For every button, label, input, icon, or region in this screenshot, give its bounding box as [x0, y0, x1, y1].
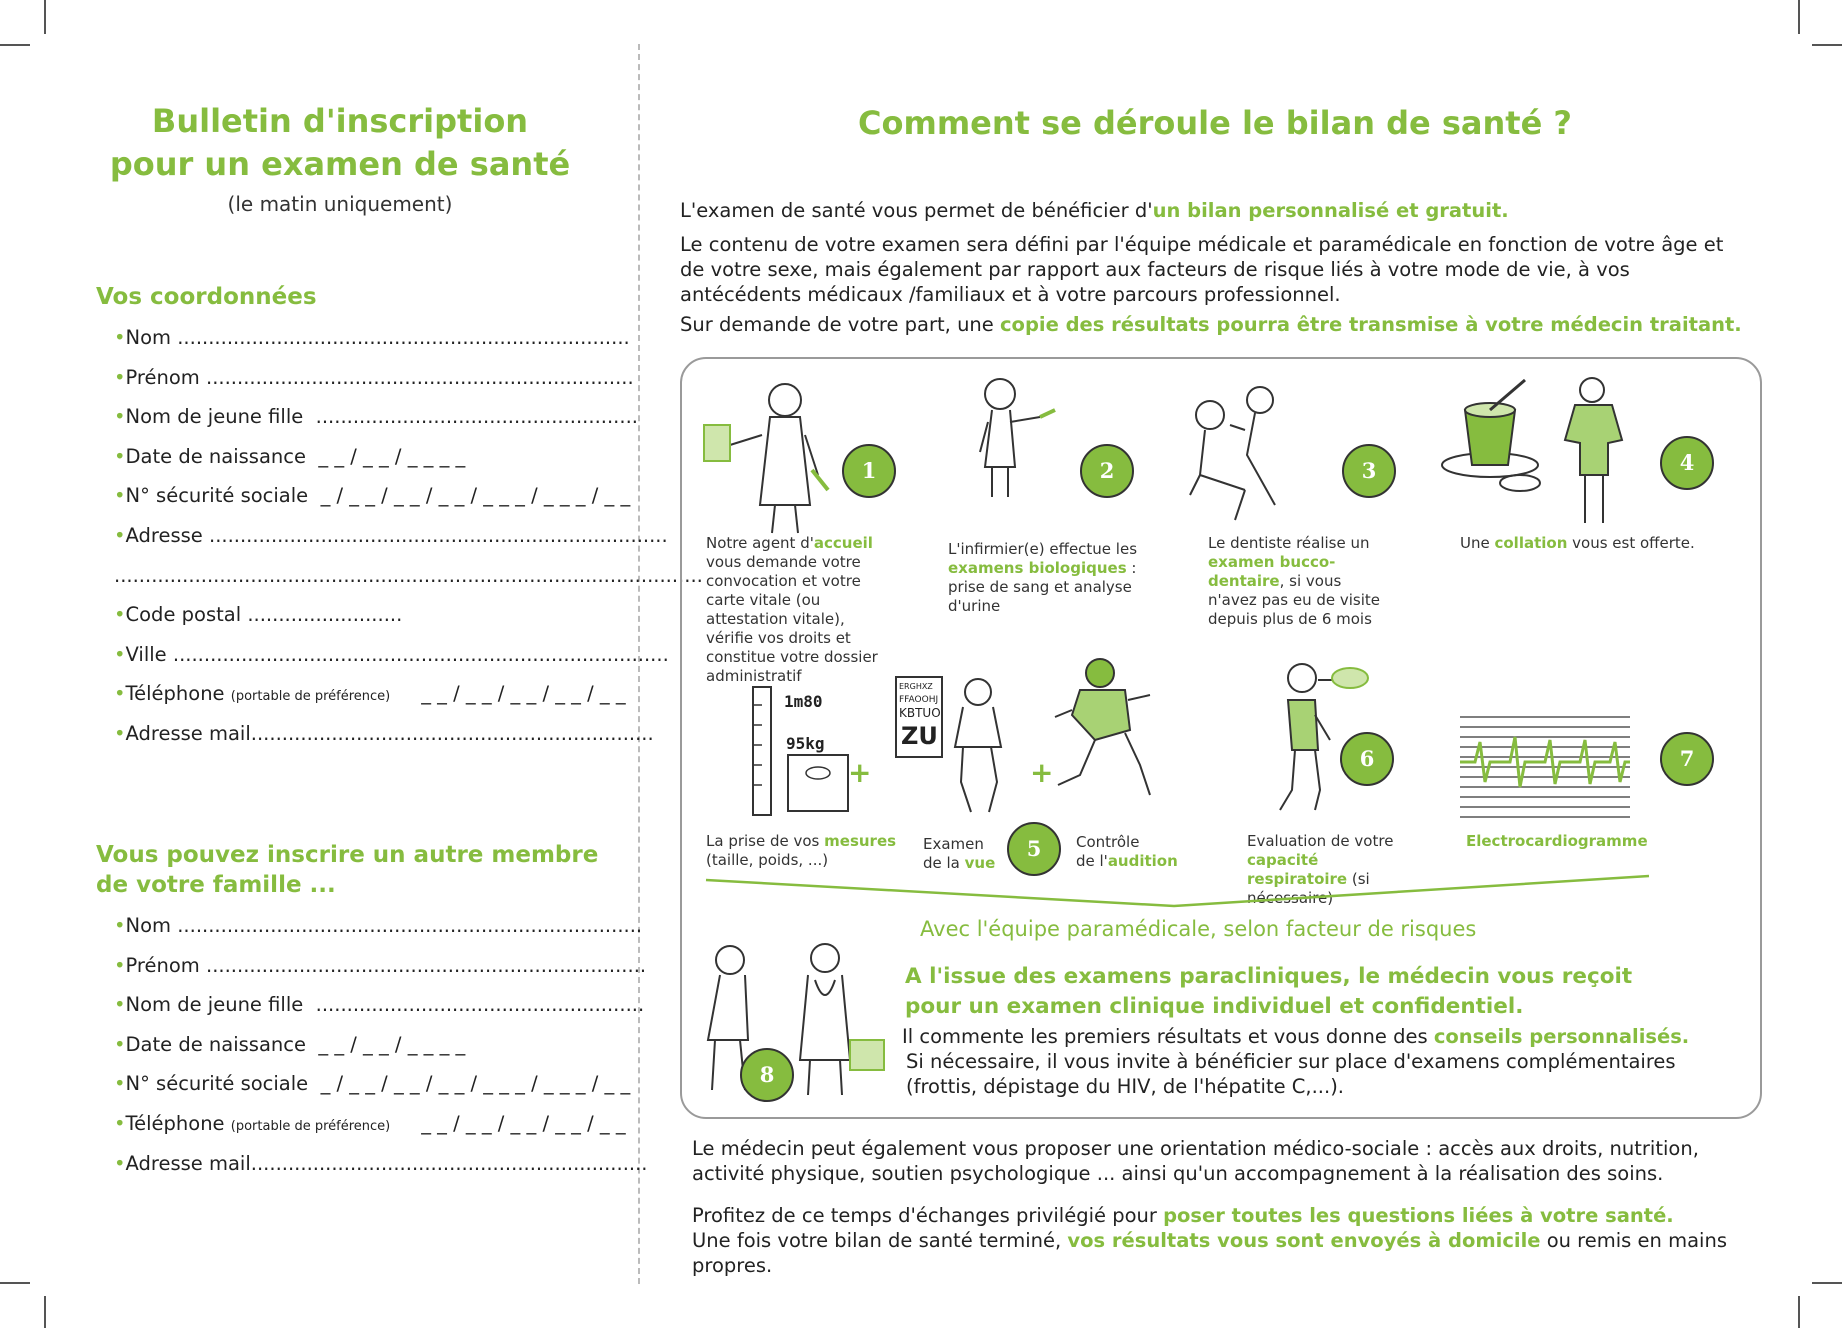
- section-contact-title: Vos coordonnées: [96, 284, 317, 310]
- reception-agent-illustration: [700, 375, 840, 535]
- field-input[interactable]: .........................................................................: [171, 326, 630, 349]
- group-bracket: [704, 872, 1654, 912]
- form-field-row: [114, 1072, 630, 1095]
- eye-chart-row-4: ZU: [901, 722, 938, 750]
- height-weight-illustration: [748, 685, 878, 820]
- outro-paragraph-2: [692, 1203, 1762, 1278]
- field-label: Prénom: [125, 953, 200, 977]
- doctor-text-line1-b: conseils personnalisés.: [1433, 1025, 1690, 1048]
- crop-mark: [1812, 44, 1842, 46]
- outro-paragraph-1: Le médecin peut également vous proposer une orientation médico-sociale : accès aux droits, nutrition, activité physique, soutien psychologique ... ainsi qu'un accompagnement à la réalisation des soins.: [692, 1137, 1699, 1185]
- doctor-text-line1: [902, 1024, 1742, 1049]
- vision-caption-bold: vue: [964, 854, 996, 872]
- field-label: Prénom: [125, 365, 200, 389]
- outro3-tail: ou remis en mains propres.: [692, 1229, 1727, 1277]
- step-badge-4: 4: [1660, 436, 1714, 490]
- vision-caption-pre: Examen: [923, 835, 984, 853]
- step4-caption-post: vous est offerte.: [1567, 534, 1695, 552]
- bullet-dot: •: [114, 1112, 126, 1135]
- crop-mark: [0, 1282, 30, 1284]
- hearing-test-illustration: [1050, 655, 1160, 805]
- section-family-title: [96, 840, 598, 900]
- step3-caption-bold: examen bucco-dentaire: [1208, 553, 1336, 590]
- intro1-text: L'examen de santé vous permet de bénéficier d': [680, 199, 1153, 222]
- intro-paragraph-1: [680, 198, 1760, 223]
- measure-caption-pre: La prise de vos: [706, 832, 825, 850]
- eye-chart-row-1: ERGHXZ: [899, 682, 933, 691]
- field-label: Code postal: [125, 603, 242, 627]
- intro-paragraph-3: [680, 312, 1760, 337]
- bullet-dot: •: [114, 484, 126, 508]
- field-label: Nom de jeune fille: [125, 405, 304, 429]
- doctor-consultation-heading: [905, 962, 1632, 1022]
- height-label: 1m80: [784, 692, 823, 711]
- step6-caption-bold: capacité respiratoire: [1247, 851, 1348, 888]
- form-field-row: [114, 1152, 647, 1175]
- section-family-title-line1: Vous pouvez inscrire un autre membre: [96, 842, 599, 868]
- field-input[interactable]: .........................: [241, 603, 403, 627]
- bullet-dot: •: [114, 953, 126, 977]
- form-field-row: [114, 1112, 626, 1135]
- field-label: Nom: [125, 326, 172, 349]
- hearing-caption-pre: Contrôle: [1076, 833, 1140, 851]
- step2-caption-pre: L'infirmier(e) effectue les: [948, 540, 1138, 558]
- form-field-row: [114, 405, 638, 428]
- field-input[interactable]: ................................................................: [250, 1151, 648, 1175]
- form-field-row: [114, 445, 465, 468]
- bullet-dot: •: [114, 1072, 126, 1096]
- field-input[interactable]: .......................................................................: [199, 953, 647, 977]
- bullet-dot: •: [114, 405, 126, 429]
- doctor-text-line1-a: Il commente les premiers résultats et vous donne des: [902, 1025, 1434, 1048]
- plus-sign: +: [848, 756, 872, 789]
- field-input[interactable]: ...........................................................................: [171, 914, 643, 937]
- field-label: Adresse: [125, 524, 203, 547]
- field-hint: (portable de préférence): [230, 1119, 391, 1134]
- doctor-text-line2: Si nécessaire, il vous invite à bénéficier sur place d'examens complémentaires (frottis, dépistage du HIV, de l'hépatite C,...).: [906, 1050, 1676, 1098]
- step4-caption: [1460, 534, 1700, 553]
- field-label: Téléphone: [125, 682, 225, 706]
- step6-caption-pre: Evaluation de votre: [1247, 832, 1394, 850]
- step1-caption-pre: Notre agent d': [706, 534, 814, 552]
- doctor-heading-line2: pour un examen clinique individuel et confidentiel.: [905, 994, 1524, 1019]
- crop-mark: [0, 44, 30, 46]
- field-label: Nom de jeune fille: [125, 993, 304, 1017]
- step1-caption: [706, 534, 886, 686]
- step2-caption: [948, 540, 1138, 616]
- field-input[interactable]: ...............................................................................................: [114, 563, 703, 587]
- doctor-consultation-text: [902, 1024, 1742, 1099]
- hearing-caption-bold: audition: [1107, 852, 1178, 870]
- field-input[interactable]: _ _ / _ _ / _ _ / _ _ / _ _: [390, 1112, 626, 1135]
- bullet-dot: •: [114, 993, 126, 1017]
- intro1-highlight: un bilan personnalisé et gratuit.: [1152, 199, 1509, 222]
- intro3-highlight: copie des résultats pourra être transmise à votre médecin traitant.: [999, 313, 1742, 336]
- hearing-caption: [1076, 833, 1196, 871]
- step3-caption: [1208, 534, 1383, 629]
- form-field-row: [114, 682, 626, 705]
- measure-caption-bold: mesures: [824, 832, 897, 850]
- form-field-row: [114, 1033, 465, 1056]
- bullet-dot: •: [114, 603, 126, 627]
- field-input[interactable]: _ _ / _ _ / _ _ _ _: [305, 444, 466, 468]
- field-input[interactable]: ..........................................................................: [202, 524, 668, 547]
- bullet-dot: •: [114, 444, 126, 468]
- field-label: Téléphone: [125, 1112, 225, 1135]
- bullet-dot: •: [114, 914, 126, 937]
- step3-caption-post: , si vous n'avez pas eu de visite depuis plus de 6 mois: [1208, 572, 1381, 628]
- section-family-title-line2: de votre famille ...: [96, 872, 336, 898]
- form-title: [60, 100, 620, 186]
- field-input[interactable]: .................................................................: [250, 722, 654, 745]
- field-input[interactable]: _ / _ _ / _ _ / _ _ / _ _ _ / _ _ _ / _ _: [308, 484, 631, 508]
- outro3-highlight: vos résultats vous sont envoyés à domicile: [1067, 1229, 1541, 1252]
- field-label: N° sécurité sociale: [125, 484, 309, 508]
- form-field-row: [114, 643, 669, 666]
- crop-mark: [1812, 1282, 1842, 1284]
- form-field-row: [114, 914, 642, 937]
- measure-caption: [706, 832, 906, 870]
- step4-caption-pre: Une: [1460, 534, 1495, 552]
- step6-caption-post: (si nécessaire): [1247, 870, 1370, 907]
- bullet-dot: •: [114, 524, 126, 547]
- form-field-row: [114, 366, 634, 389]
- dentist-illustration: [1185, 385, 1325, 525]
- field-hint: (portable de préférence): [230, 689, 391, 705]
- step3-caption-pre: Le dentiste réalise un: [1208, 534, 1370, 552]
- field-label: N° sécurité sociale: [125, 1072, 309, 1096]
- step4-caption-bold: collation: [1494, 534, 1568, 552]
- eye-chart-row-2: FFAOOHJ: [899, 695, 939, 705]
- field-input[interactable]: ................................................................................: [166, 642, 669, 666]
- form-title-line2: pour un examen de santé: [109, 145, 571, 183]
- crop-mark: [1798, 1296, 1800, 1328]
- field-input[interactable]: ....................................................: [303, 405, 638, 429]
- outro-line-results: [692, 1228, 1762, 1278]
- paramedical-team-note: Avec l'équipe paramédicale, selon facteur de risques: [920, 917, 1477, 941]
- weight-label: 95kg: [786, 734, 825, 753]
- step-badge-7: 7: [1660, 732, 1714, 786]
- bullet-dot: •: [114, 1151, 126, 1175]
- field-label: Ville: [125, 642, 167, 666]
- bullet-dot: •: [114, 642, 126, 666]
- field-label: Adresse mail: [125, 722, 251, 745]
- form-field-row: [114, 326, 630, 349]
- vision-caption-pre2: de la: [923, 854, 965, 872]
- field-input[interactable]: _ _ / _ _ / _ _ _ _: [305, 1032, 466, 1056]
- intro3-text: Sur demande de votre part, une: [680, 313, 1000, 336]
- form-title-line1: Bulletin d'inscription: [151, 102, 529, 140]
- measure-caption-post: (taille, poids, ...): [706, 851, 829, 869]
- bullet-dot: •: [114, 1032, 126, 1056]
- field-label: Date de naissance: [125, 444, 306, 468]
- hearing-caption-pre2: de l': [1076, 852, 1108, 870]
- step-badge-6: 6: [1340, 732, 1394, 786]
- form-field-row: [114, 484, 630, 507]
- field-label: Adresse mail: [125, 1151, 251, 1175]
- step7-caption-bold: Electrocardiogramme: [1466, 832, 1648, 850]
- crop-mark: [44, 1296, 46, 1328]
- field-label: Date de naissance: [125, 1032, 306, 1056]
- form-subtitle: (le matin uniquement): [227, 192, 453, 216]
- doctor-heading-line1: A l'issue des examens paracliniques, le médecin vous reçoit: [905, 964, 1633, 989]
- vision-caption: [923, 835, 1003, 873]
- step2-caption-post: : prise de sang et analyse d'urine: [948, 559, 1137, 615]
- plus-sign: +: [1030, 756, 1054, 789]
- step2-caption-bold: examens biologiques: [948, 559, 1127, 577]
- bullet-dot: •: [114, 365, 126, 389]
- step-badge-8: 8: [740, 1048, 794, 1102]
- step1-caption-post: vous demande votre convocation et votre carte vitale (ou attestation vitale), vérifie vos droits et constitue votre dossier administratif: [706, 553, 878, 685]
- step-badge-2: 2: [1080, 444, 1134, 498]
- page-title: Comment se déroule le bilan de santé ?: [858, 104, 1572, 142]
- bullet-dot: •: [114, 326, 126, 349]
- form-field-row: [114, 524, 668, 547]
- crop-mark: [1798, 0, 1800, 34]
- outro2-highlight: poser toutes les questions liées à votre santé.: [1163, 1204, 1674, 1227]
- nurse-illustration: [970, 372, 1070, 502]
- ecg-illustration: [1460, 712, 1630, 822]
- form-field-row: [114, 954, 646, 977]
- outro2-text: Profitez de ce temps d'échanges privilégié pour: [692, 1204, 1164, 1227]
- vision-test-illustration: [893, 672, 1023, 817]
- step7-caption: [1466, 832, 1666, 851]
- eye-chart-row-3: KBTUO: [899, 706, 941, 720]
- field-input[interactable]: .....................................................: [303, 993, 645, 1017]
- field-input[interactable]: _ / _ _ / _ _ / _ _ / _ _ _ / _ _ _ / _ _: [308, 1072, 631, 1096]
- form-field-row: [114, 993, 644, 1016]
- bullet-dot: •: [114, 722, 126, 745]
- bullet-dot: •: [114, 682, 126, 706]
- step1-caption-bold: accueil: [813, 534, 873, 552]
- step-badge-5: 5: [1007, 822, 1061, 876]
- intro-paragraph-2: Le contenu de votre examen sera défini par l'équipe médicale et paramédicale en fonction de votre âge et de votre sexe, mais également par rapport aux facteurs de risque liés à votre mode de vie, à vos antécédents médicaux /familiaux et à votre parcours professionnel.: [680, 233, 1724, 306]
- outro-line-questions: [692, 1203, 1762, 1228]
- step-badge-3: 3: [1342, 444, 1396, 498]
- field-input[interactable]: _ _ / _ _ / _ _ / _ _ / _ _: [390, 682, 626, 706]
- form-field-row: [114, 722, 654, 745]
- step-badge-1: 1: [842, 444, 896, 498]
- form-field-row: [114, 603, 402, 626]
- outro3-text: Une fois votre bilan de santé terminé,: [692, 1229, 1068, 1252]
- field-input[interactable]: .....................................................................: [199, 365, 634, 389]
- form-field-row: [114, 564, 703, 587]
- crop-mark: [44, 0, 46, 34]
- snack-illustration: [1440, 375, 1650, 525]
- field-label: Nom: [125, 914, 172, 937]
